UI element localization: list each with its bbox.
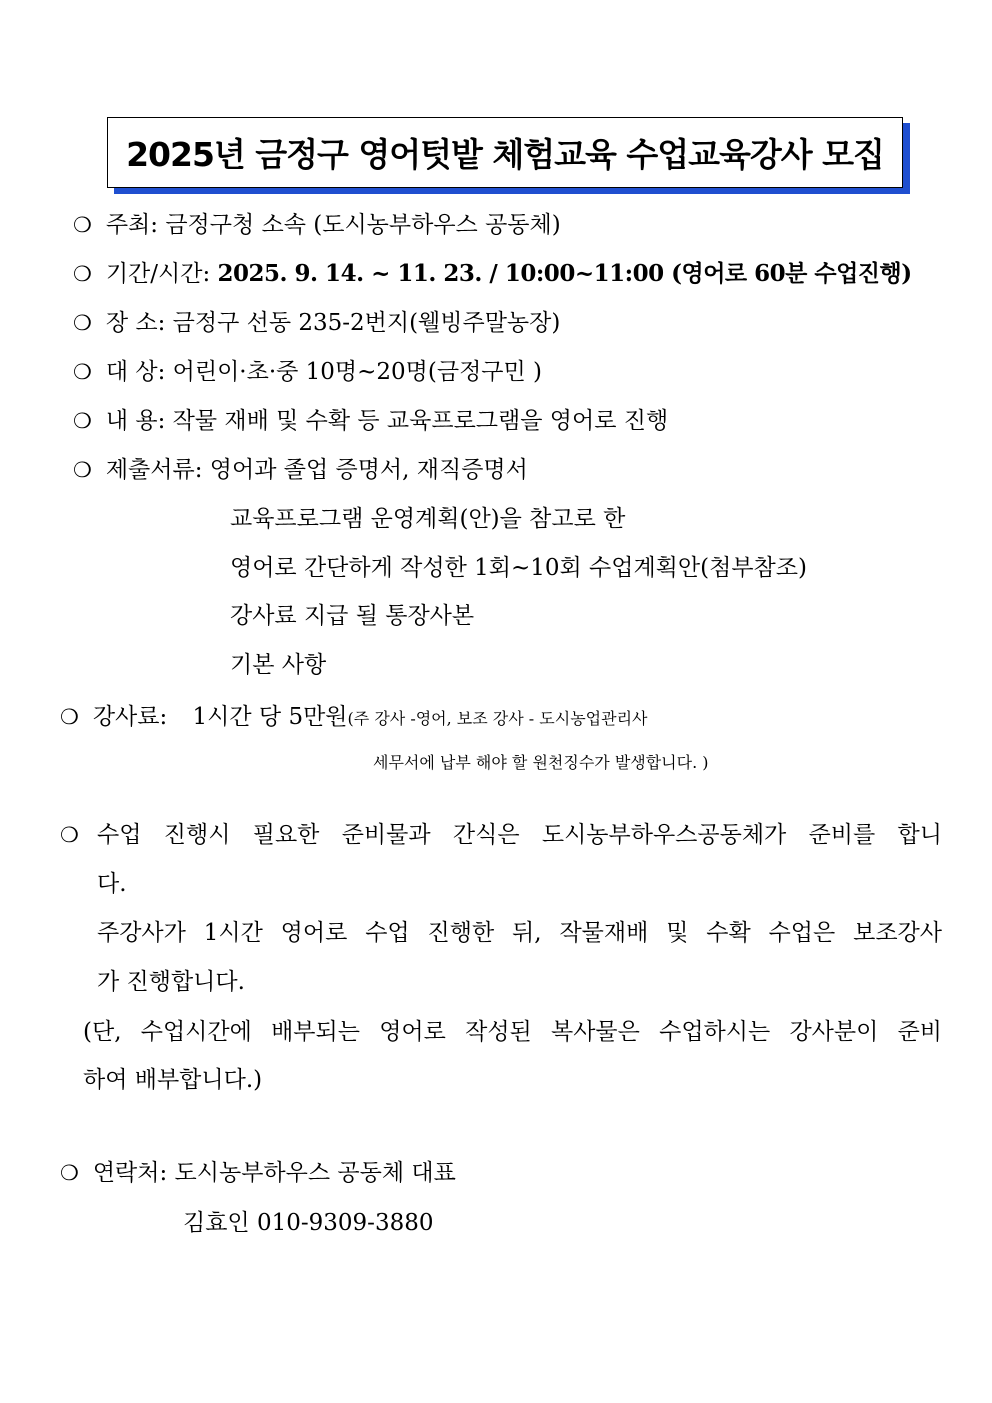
contact-person: 김효인 010-9309-3880 xyxy=(183,1210,434,1236)
bullet-icon: ❍ xyxy=(60,705,79,729)
bullet-icon: ❍ xyxy=(73,213,92,237)
item-prep xyxy=(60,820,93,850)
bullet-icon: ❍ xyxy=(60,1161,79,1185)
bullet-icon: ❍ xyxy=(73,262,92,286)
bullet-icon: ❍ xyxy=(73,311,92,335)
prep-line: 주강사가 1시간 영어로 수업 진행한 뒤, 작물재배 및 수확 수업은 보조강사 xyxy=(97,920,942,946)
document-item: 강사료 지급 될 통장사본 xyxy=(230,603,475,629)
item-target: ❍ 대 상: 어린이·초·중 10명~20명(금정구민 ) xyxy=(73,359,543,385)
item-contact: ❍ 연락처: 도시농부하우스 공동체 대표 xyxy=(60,1160,456,1186)
period-value: 2025. 9. 14. ~ 11. 23. / 10:00~11:00 (영어로 60분 수업진행) xyxy=(217,260,912,287)
item-fee: ❍ 강사료: 1시간 당 5만원(주 강사 -영어, 보조 강사 - 도시농업관리사 xyxy=(60,704,648,730)
item-host: ❍ 주최: 금정구청 소속 (도시농부하우스 공동체) xyxy=(73,212,561,238)
title-box xyxy=(107,117,903,188)
bullet-icon: ❍ xyxy=(60,823,79,847)
bullet-icon: ❍ xyxy=(73,458,92,482)
prep-note: (단, 수업시간에 배부되는 영어로 작성된 복사물은 수업하시는 강사분이 준비 xyxy=(83,1019,942,1045)
page-title: 2025년 금정구 영어텃밭 체험교육 수업교육강사 모집 xyxy=(126,135,884,174)
fee-note: (주 강사 -영어, 보조 강사 - 도시농업관리사 xyxy=(347,709,648,728)
document-item: 영어로 간단하게 작성한 1회~10회 수업계획안(첨부참조) xyxy=(230,555,807,581)
item-place: ❍ 장 소: 금정구 선동 235-2번지(웰빙주말농장) xyxy=(73,310,561,336)
bullet-icon: ❍ xyxy=(73,360,92,384)
document-item: 기본 사항 xyxy=(230,652,327,678)
item-period: ❍ 기간/시간: 2025. 9. 14. ~ 11. 23. / 10:00~11:00 (영어로 60분 수업진행) xyxy=(73,260,912,287)
bullet-icon: ❍ xyxy=(73,409,92,433)
prep-line: 다. xyxy=(97,871,127,897)
item-content: ❍ 내 용: 작물 재배 및 수확 등 교육프로그램을 영어로 진행 xyxy=(73,408,669,434)
fee-note-2: 세무서에 납부 해야 할 원천징수가 발생합니다. ) xyxy=(373,753,709,772)
item-documents: ❍ 제출서류: 영어과 졸업 증명서, 재직증명서 xyxy=(73,457,528,483)
prep-line: 수업 진행시 필요한 준비물과 간식은 도시농부하우스공동체가 준비를 합니 xyxy=(97,822,942,848)
prep-line: 가 진행합니다. xyxy=(97,969,245,995)
document-item: 교육프로그램 운영계획(안)을 참고로 한 xyxy=(230,506,626,532)
prep-note: 하여 배부합니다.) xyxy=(83,1067,263,1093)
fee-value: 1시간 당 5만원 xyxy=(192,704,348,730)
